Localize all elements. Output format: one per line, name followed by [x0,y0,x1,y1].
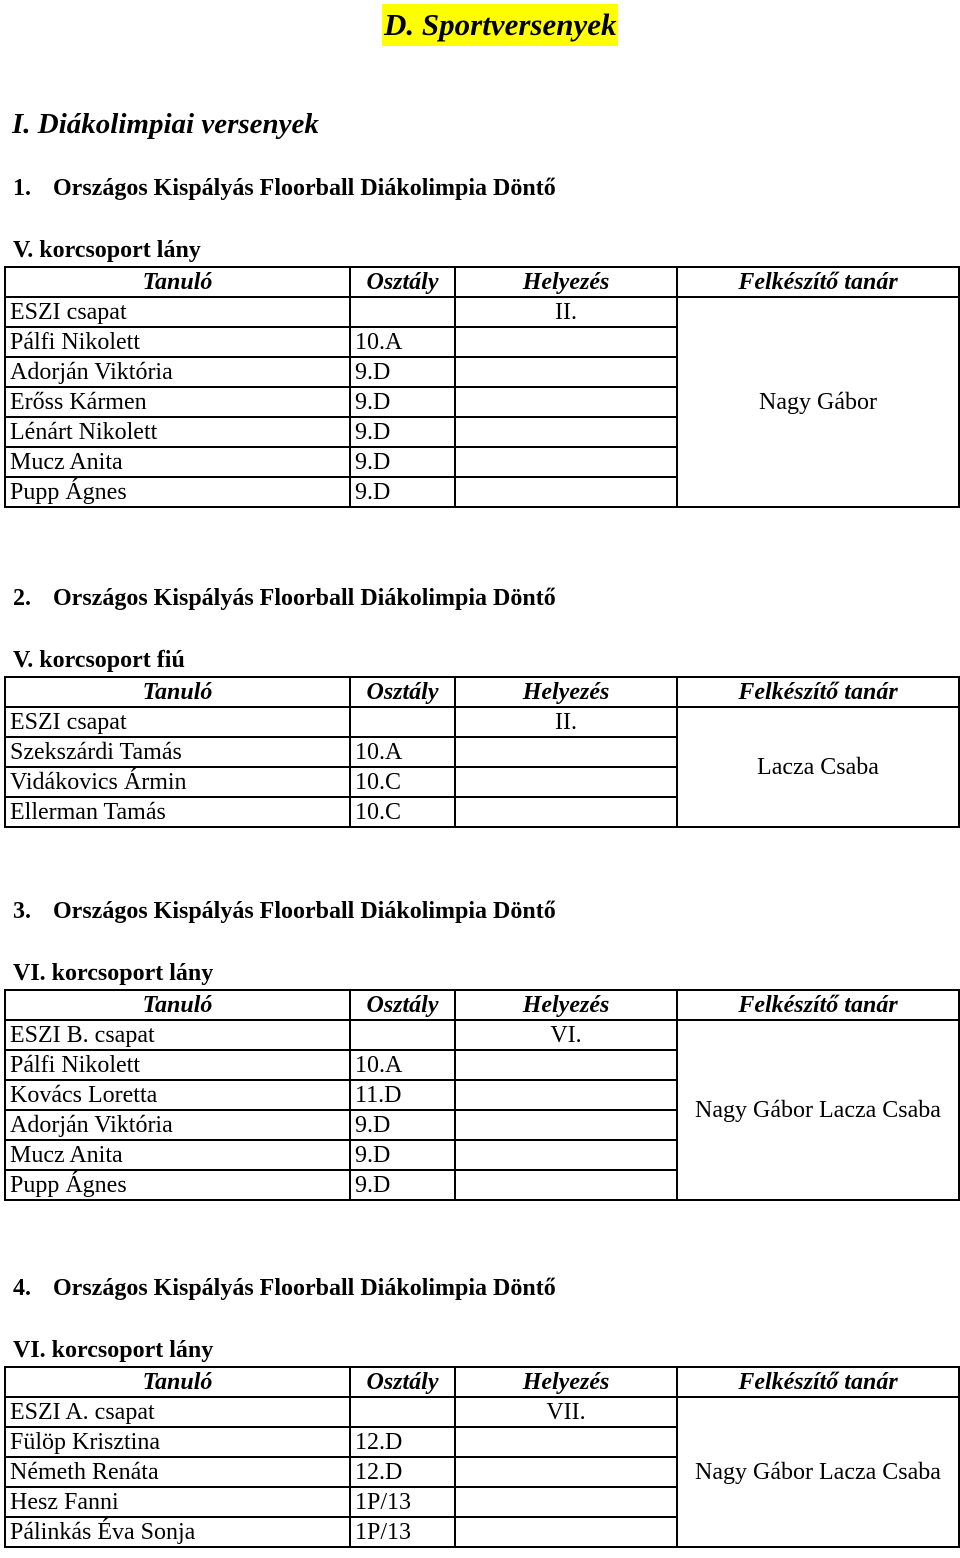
competition-title [13,172,556,204]
competition-title [13,582,556,614]
team-name: ESZI B. csapat [5,1020,350,1050]
student-class: 9.D [350,417,455,447]
header-row [5,267,959,297]
results-table [4,989,960,1201]
student-class: 1P/13 [350,1517,455,1547]
header-teacher: Felkészítő tanár [677,1367,959,1397]
student-class: 9.D [350,1110,455,1140]
team-class [350,297,455,327]
age-group: V. korcsoport fiú [13,647,185,673]
teacher-name: Nagy Gábor Lacza Csaba [677,1020,959,1200]
competition-title [13,895,556,927]
student-place [455,417,677,447]
student-name: Hesz Fanni [5,1487,350,1517]
student-name: Pálfi Nikolett [5,327,350,357]
age-group: VI. korcsoport lány [13,1337,214,1363]
student-class: 10.C [350,797,455,827]
student-place [455,477,677,507]
student-class: 1P/13 [350,1487,455,1517]
competition-name: Országos Kispályás Floorball Diákolimpia Döntő [53,585,556,611]
student-name: Adorján Viktória [5,1110,350,1140]
team-name: ESZI csapat [5,707,350,737]
student-class: 10.A [350,1050,455,1080]
student-place [455,767,677,797]
student-place [455,797,677,827]
header-row [5,990,959,1020]
teacher-name: Lacza Csaba [677,707,959,827]
competition-number: 4. [13,1275,31,1301]
header-row [5,1367,959,1397]
student-class: 9.D [350,357,455,387]
student-class: 10.C [350,767,455,797]
student-place [455,737,677,767]
team-class [350,707,455,737]
student-place [455,1517,677,1547]
student-place [455,1110,677,1140]
team-row [5,297,959,327]
header-class: Osztály [350,990,455,1020]
competition-name: Országos Kispályás Floorball Diákolimpia Döntő [53,1275,556,1301]
header-teacher: Felkészítő tanár [677,677,959,707]
student-name: Pálinkás Éva Sonja [5,1517,350,1547]
team-place: II. [455,707,677,737]
age-group: V. korcsoport lány [13,237,201,263]
team-place: II. [455,297,677,327]
student-place [455,327,677,357]
student-class: 11.D [350,1080,455,1110]
header-teacher: Felkészítő tanár [677,990,959,1020]
student-name: Erőss Kármen [5,387,350,417]
teacher-name: Nagy Gábor Lacza Csaba [677,1397,959,1547]
student-place [455,447,677,477]
student-name: Vidákovics Ármin [5,767,350,797]
results-table [4,266,960,508]
header-place: Helyezés [455,1367,677,1397]
team-name: ESZI A. csapat [5,1397,350,1427]
competition-number: 2. [13,585,31,611]
student-name: Ellerman Tamás [5,797,350,827]
header-place: Helyezés [455,267,677,297]
student-place [455,387,677,417]
student-place [455,357,677,387]
student-name: Mucz Anita [5,447,350,477]
competition-title [13,1272,556,1304]
student-class: 9.D [350,1170,455,1200]
student-name: Mucz Anita [5,1140,350,1170]
age-group: VI. korcsoport lány [13,960,214,986]
student-name: Pálfi Nikolett [5,1050,350,1080]
student-class: 12.D [350,1457,455,1487]
student-name: Szekszárdi Tamás [5,737,350,767]
student-class: 9.D [350,447,455,477]
student-name: Kovács Loretta [5,1080,350,1110]
student-place [455,1427,677,1457]
header-teacher: Felkészítő tanár [677,267,959,297]
page-title: D. Sportversenyek [382,4,618,46]
header-class: Osztály [350,677,455,707]
student-class: 9.D [350,477,455,507]
student-name: Pupp Ágnes [5,1170,350,1200]
team-row [5,707,959,737]
student-class: 10.A [350,327,455,357]
student-class: 10.A [350,737,455,767]
header-student: Tanuló [5,267,350,297]
student-place [455,1457,677,1487]
header-place: Helyezés [455,677,677,707]
student-class: 12.D [350,1427,455,1457]
team-row [5,1020,959,1050]
teacher-name: Nagy Gábor [677,297,959,507]
student-name: Adorján Viktória [5,357,350,387]
competition-name: Országos Kispályás Floorball Diákolimpia Döntő [53,175,556,201]
competition-number: 3. [13,898,31,924]
student-name: Fülöp Krisztina [5,1427,350,1457]
team-name: ESZI csapat [5,297,350,327]
header-student: Tanuló [5,1367,350,1397]
header-place: Helyezés [455,990,677,1020]
team-place: VI. [455,1020,677,1050]
student-class: 9.D [350,1140,455,1170]
section-title: I. Diákolimpiai versenyek [12,108,319,140]
results-table [4,1366,960,1548]
student-place [455,1170,677,1200]
results-table [4,676,960,828]
student-class: 9.D [350,387,455,417]
student-place [455,1487,677,1517]
student-name: Lénárt Nikolett [5,417,350,447]
student-name: Pupp Ágnes [5,477,350,507]
competition-name: Országos Kispályás Floorball Diákolimpia Döntő [53,898,556,924]
header-class: Osztály [350,267,455,297]
team-class [350,1397,455,1427]
team-row [5,1397,959,1427]
competition-number: 1. [13,175,31,201]
header-class: Osztály [350,1367,455,1397]
team-class [350,1020,455,1050]
header-row [5,677,959,707]
student-place [455,1050,677,1080]
student-name: Németh Renáta [5,1457,350,1487]
team-place: VII. [455,1397,677,1427]
student-place [455,1140,677,1170]
header-student: Tanuló [5,990,350,1020]
student-place [455,1080,677,1110]
header-student: Tanuló [5,677,350,707]
